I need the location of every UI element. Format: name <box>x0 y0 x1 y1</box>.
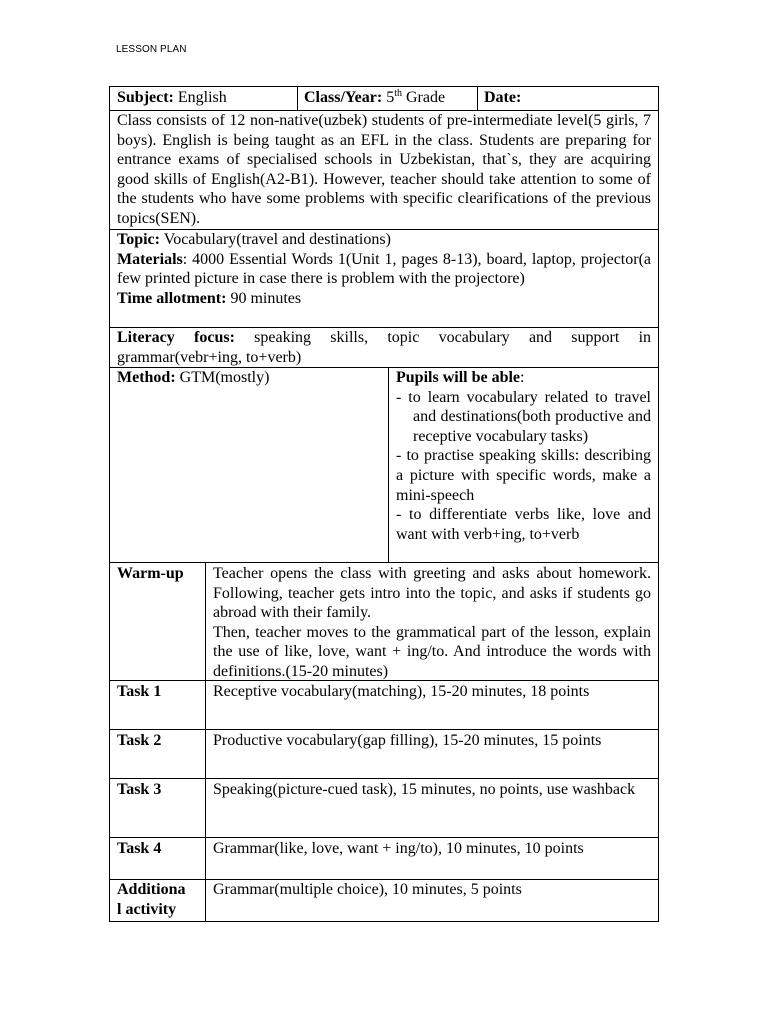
class-year-cell <box>297 86 478 111</box>
task2-label-cell <box>109 729 206 779</box>
subject-cell <box>109 86 298 111</box>
task1-text: Receptive vocabulary(matching), 15-20 minutes, 18 points <box>213 683 590 700</box>
class-description-cell <box>109 110 659 230</box>
task4-label: Task 4 <box>117 840 162 857</box>
method-value: GTM(mostly) <box>179 369 270 386</box>
task2-text: Productive vocabulary(gap filling), 15-20 minutes, 15 points <box>213 732 602 749</box>
task3-label-cell <box>109 778 206 838</box>
subject-label: Subject: <box>117 89 174 106</box>
task3-text-cell <box>205 778 659 838</box>
literacy-focus-cell <box>109 327 659 368</box>
class-year-label: Class/Year: <box>304 89 383 106</box>
warmup-text-cell <box>205 562 659 681</box>
warmup-label-cell <box>109 562 206 681</box>
pupils-label: Pupils will be able: <box>396 369 525 386</box>
task4-label-cell <box>109 837 206 880</box>
task3-label: Task 3 <box>117 781 162 798</box>
pupils-item-1: - to learn vocabulary related to travel and destinations(both productive and receptive vocabulary tasks) <box>396 388 651 445</box>
page-header: LESSON PLAN <box>116 44 187 55</box>
additional-activity-label: Additiona l activity <box>117 881 186 918</box>
topic-cell <box>109 229 659 328</box>
task3-text: Speaking(picture-cued task), 15 minutes, no points, use washback <box>213 781 636 798</box>
task2-text-cell <box>205 729 659 779</box>
task1-text-cell <box>205 680 659 730</box>
subject-value: English <box>177 89 227 106</box>
date-label: Date: <box>484 89 522 106</box>
time-value: 90 minutes <box>230 289 302 307</box>
literacy-focus-value: speaking skills, topic vocabulary and support in grammar(vebr+ing, to+verb) <box>117 329 652 366</box>
literacy-focus-label: Literacy focus: <box>117 329 235 346</box>
method-cell <box>109 367 389 563</box>
task2-label: Task 2 <box>117 732 162 749</box>
warmup-text-2: Then, teacher moves to the grammatical part of the lesson, explain the use of like, love, want + ing/to. And introduce the words with definitions.(15-20 minutes) <box>213 623 651 680</box>
topic-line: Topic: Vocabulary(travel and destinations) <box>117 231 391 248</box>
task4-text: Grammar(like, love, want + ing/to), 10 minutes, 10 points <box>213 840 584 857</box>
materials-value: : 4000 Essential Words 1(Unit 1, pages 8-13), board, laptop, projector(a few printed picture in case there is problem with the projectore) <box>117 250 651 288</box>
additional-activity-label-cell <box>109 879 206 922</box>
method-label: Method: <box>117 369 176 386</box>
pupils-item-3: - to differentiate verbs like, love and want with verb+ing, to+verb <box>396 506 651 543</box>
topic-value: Vocabulary(travel and destinations) <box>163 231 391 248</box>
task4-text-cell <box>205 837 659 880</box>
time-allotment-line: Time allotment: 90 minutes <box>117 289 302 307</box>
additional-activity-text-cell <box>205 879 659 922</box>
date-cell <box>477 86 659 111</box>
warmup-text: Teacher opens the class with greeting and asks about homework. Following, teacher gets intro into the topic, and asks if students go abroad with their family. <box>213 565 651 622</box>
warmup-label: Warm-up <box>117 565 184 582</box>
class-year-value: 5th Grade <box>386 88 446 106</box>
task1-label: Task 1 <box>117 683 162 700</box>
class-description: Class consists of 12 non-native(uzbek) students of pre-intermediate level(5 girls, 7 boys). English is being taught as an EFL in the class. Students are preparing for entrance exams of specialised schools in Uzbekistan, that`s, they are acquiring good skills of English(A2-B1). However, teacher should take attention to some of the students who have some problems with specific clearifications of the previous topics(SEN). <box>117 112 651 227</box>
pupils-item-2: - to practise speaking skills: describing a picture with specific words, make a mini-speech <box>396 447 651 504</box>
task1-label-cell <box>109 680 206 730</box>
pupils-cell <box>388 367 659 563</box>
additional-activity-text: Grammar(multiple choice), 10 minutes, 5 points <box>213 881 522 898</box>
materials-line: Materials: 4000 Essential Words 1(Unit 1, pages 8-13), board, laptop, projector(a few printed picture in case there is problem with the projectore) <box>117 250 651 288</box>
